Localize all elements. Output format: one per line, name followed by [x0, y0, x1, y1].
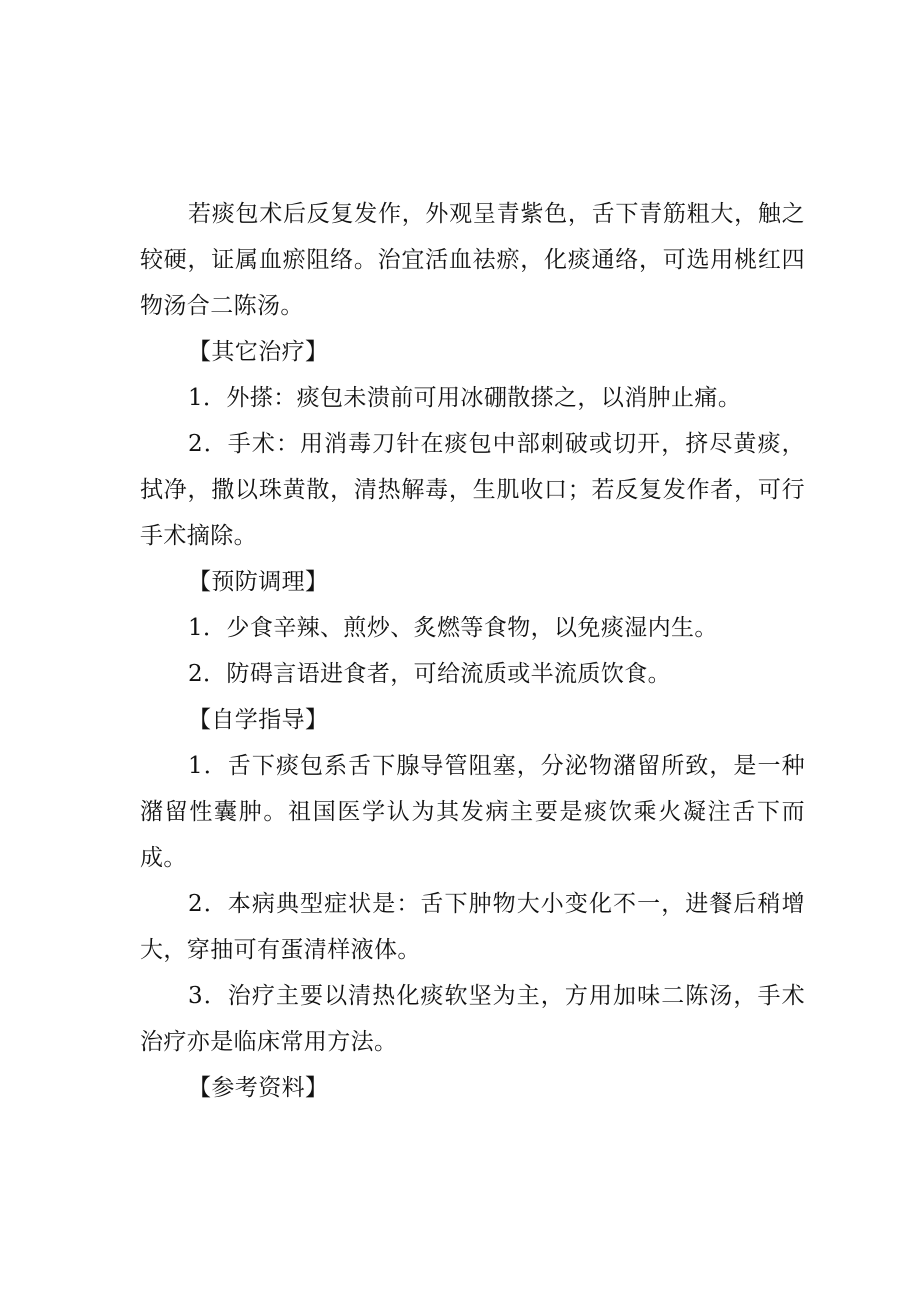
list-item-pathology: 1．舌下痰包系舌下腺导管阻塞，分泌物潴留所致，是一种潴留性囊肿。祖国医学认为其发病主要是痰饮乘火凝注舌下而成。	[140, 753, 805, 871]
list-item-external-application: 1．外搽：痰包未溃前可用冰硼散搽之，以消肿止痛。	[188, 385, 742, 411]
list-item-surgery: 2．手术：用消毒刀针在痰包中部刺破或切开，挤尽黄痰，拭净，撒以珠黄散，清热解毒，生肌收口；若反复发作者，可行手术摘除。	[140, 431, 805, 549]
section-heading-other-treatment: 【其它治疗】	[188, 339, 329, 365]
section-heading-prevention: 【预防调理】	[188, 569, 329, 595]
list-item-diet: 1．少食辛辣、煎炒、炙燃等食物，以免痰湿内生。	[188, 615, 718, 641]
list-item-liquid-diet: 2．防碍言语进食者，可给流质或半流质饮食。	[188, 661, 672, 687]
document-body	[140, 191, 805, 1111]
list-item-symptoms: 2．本病典型症状是：舌下肿物大小变化不一，进餐后稍增大，穿抽可有蛋清样液体。	[140, 891, 805, 963]
paragraph-treatment-blood-stasis: 若痰包术后反复发作，外观呈青紫色，舌下青筋粗大，触之较硬，证属血瘀阻络。治宜活血祛瘀，化痰通络，可选用桃红四物汤合二陈汤。	[140, 201, 805, 319]
list-item-treatment-principle: 3．治疗主要以清热化痰软坚为主，方用加味二陈汤，手术治疗亦是临床常用方法。	[140, 983, 805, 1055]
section-heading-references: 【参考资料】	[188, 1075, 329, 1101]
section-heading-self-study: 【自学指导】	[188, 707, 329, 733]
